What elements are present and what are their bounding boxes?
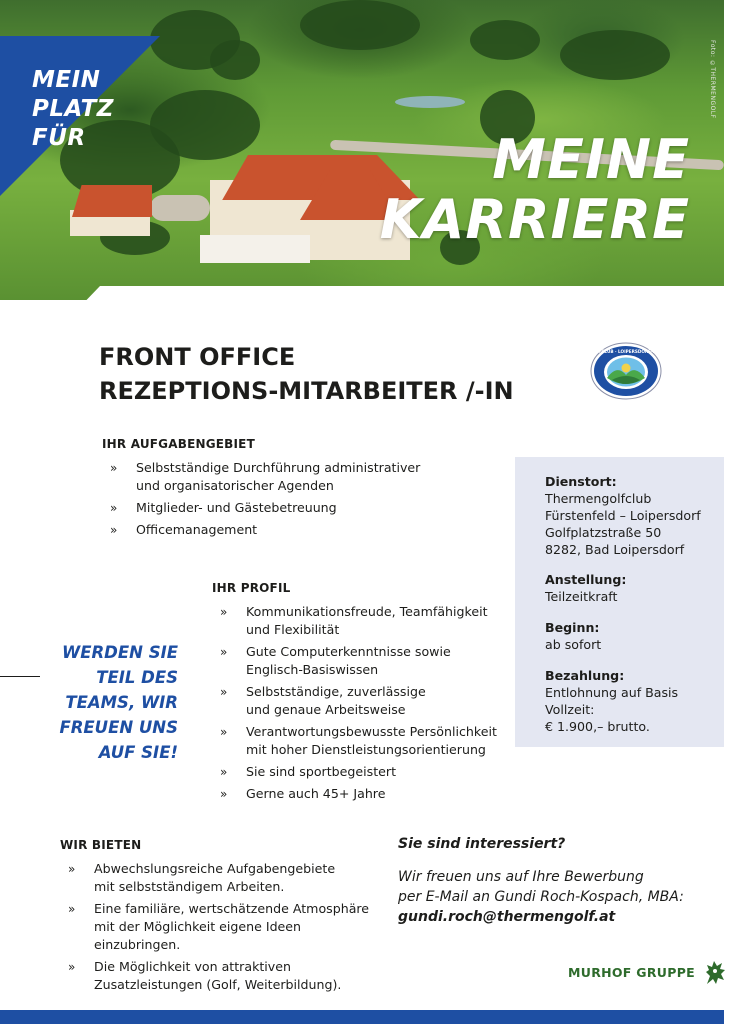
photo-credit: Foto: ©THERMENGOLF xyxy=(709,40,716,119)
callout-line: AUF SIE! xyxy=(98,743,178,762)
contact-line: Wir freuen uns auf Ihre Bewerbung xyxy=(398,869,644,885)
list-item-text: Eine familiäre, wertschätzende Atmosphäre mit der Möglichkeit eigene Ideen einzubringen. xyxy=(94,901,370,952)
job-title xyxy=(99,340,514,408)
callout-line: WERDEN SIE xyxy=(62,643,178,662)
section-profil xyxy=(212,580,512,807)
info-value: € 1.900,– brutto. xyxy=(545,719,650,734)
callout-text xyxy=(40,640,178,765)
section-heading: IHR PROFIL xyxy=(212,581,291,595)
thermengolfclub-logo xyxy=(565,342,687,400)
list-item-text: Abwechslungsreiche Aufgabengebiete mit selbstständigem Arbeiten. xyxy=(94,861,336,894)
list-item xyxy=(220,643,512,679)
job-title-line: REZEPTIONS-MITARBEITER /-IN xyxy=(99,377,514,405)
bullet-icon: » xyxy=(220,685,228,699)
list-item-text: Gerne auch 45+ Jahre xyxy=(246,786,386,801)
contact-email-link[interactable]: gundi.roch@thermengolf.at xyxy=(398,909,616,925)
murhof-logo xyxy=(568,958,729,986)
bullet-icon: » xyxy=(110,501,118,515)
list-item-text: Selbstständige, zuverlässige und genaue Arbeitsweise xyxy=(246,684,426,717)
list-item xyxy=(110,459,422,495)
bullet-icon: » xyxy=(68,862,76,876)
bullet-icon: » xyxy=(220,605,228,619)
aufgaben-list xyxy=(110,459,422,539)
callout-line: FREUEN UNS xyxy=(59,718,178,737)
headline-line: MEINE xyxy=(492,128,690,191)
list-item-text: Sie sind sportbegeistert xyxy=(246,764,397,779)
contact-question: Sie sind interessiert? xyxy=(398,836,566,852)
bullet-icon: » xyxy=(220,787,228,801)
info-beginn xyxy=(545,619,601,653)
badge-line: FÜR xyxy=(32,125,86,151)
info-value: Fürstenfeld – Loipersdorf xyxy=(545,508,701,523)
info-dienstort xyxy=(545,473,701,558)
contact-line: per E-Mail an Gundi Roch-Kospach, MBA: xyxy=(398,889,684,905)
callout-line: TEIL DES xyxy=(96,668,178,687)
list-item xyxy=(220,763,512,781)
contact-block xyxy=(398,835,718,927)
footer-bar xyxy=(0,1010,724,1024)
info-label: Anstellung: xyxy=(545,572,627,587)
list-item xyxy=(220,603,512,639)
list-item xyxy=(68,958,390,994)
list-item-text: Selbstständige Durchführung administrativer und organisatorischer Agenden xyxy=(136,460,421,493)
profil-list xyxy=(220,603,512,803)
list-item-text: Kommunikationsfreude, Teamfähigkeit und Flexibilität xyxy=(246,604,488,637)
job-title-line: FRONT OFFICE xyxy=(99,343,296,371)
section-heading: IHR AUFGABENGEBIET xyxy=(102,437,255,451)
info-value: ab sofort xyxy=(545,637,602,652)
list-item-text: Officemanagement xyxy=(136,522,258,537)
info-value: Vollzeit: xyxy=(545,702,595,717)
badge-line: PLATZ xyxy=(32,96,114,122)
list-item xyxy=(220,785,512,803)
bieten-list xyxy=(68,860,390,994)
heraldic-panther-icon xyxy=(701,958,729,986)
bullet-icon: » xyxy=(110,523,118,537)
job-info-box xyxy=(515,457,724,747)
murhof-brand: MURHOF GRUPPE xyxy=(568,964,695,980)
bullet-icon: » xyxy=(220,645,228,659)
list-item-text: Die Möglichkeit von attraktiven Zusatzleistungen (Golf, Weiterbildung). xyxy=(94,959,342,992)
list-item-text: Mitglieder- und Gästebetreuung xyxy=(136,500,337,515)
callout-line: TEAMS, WIR xyxy=(65,693,178,712)
logo-ring-text: THERMENGOLFCLUB · LOIPERSDORF-FÜRSTENFELD xyxy=(565,349,687,354)
section-aufgabengebiet xyxy=(102,436,422,543)
info-anstellung xyxy=(545,571,626,605)
badge-text xyxy=(32,66,114,153)
list-item xyxy=(110,499,422,517)
header-photo xyxy=(0,0,724,300)
info-value: Teilzeitkraft xyxy=(545,589,618,604)
section-heading: WIR BIETEN xyxy=(60,838,142,852)
bullet-icon: » xyxy=(220,725,228,739)
list-item-text: Gute Computerkenntnisse sowie Englisch-Basiswissen xyxy=(246,644,451,677)
info-value: Golfplatzstraße 50 xyxy=(545,525,662,540)
headline xyxy=(380,130,690,250)
info-label: Dienstort: xyxy=(545,474,617,489)
callout-rule xyxy=(0,676,40,677)
info-bezahlung xyxy=(545,667,678,735)
bullet-icon: » xyxy=(220,765,228,779)
info-value: 8282, Bad Loipersdorf xyxy=(545,542,685,557)
section-wir-bieten xyxy=(60,837,390,998)
info-value: Entlohnung auf Basis xyxy=(545,685,679,700)
info-label: Bezahlung: xyxy=(545,668,625,683)
badge-line: MEIN xyxy=(32,67,101,93)
info-value: Thermengolfclub xyxy=(545,491,652,506)
list-item xyxy=(220,723,512,759)
headline-line: KARRIERE xyxy=(379,188,690,251)
bullet-icon: » xyxy=(68,960,76,974)
info-label: Beginn: xyxy=(545,620,600,635)
list-item xyxy=(68,860,390,896)
bullet-icon: » xyxy=(110,461,118,475)
list-item xyxy=(110,521,422,539)
list-item xyxy=(68,900,390,954)
bullet-icon: » xyxy=(68,902,76,916)
list-item-text: Verantwortungsbewusste Persönlichkeit mit hoher Dienstleistungsorientierung xyxy=(246,724,497,757)
list-item xyxy=(220,683,512,719)
